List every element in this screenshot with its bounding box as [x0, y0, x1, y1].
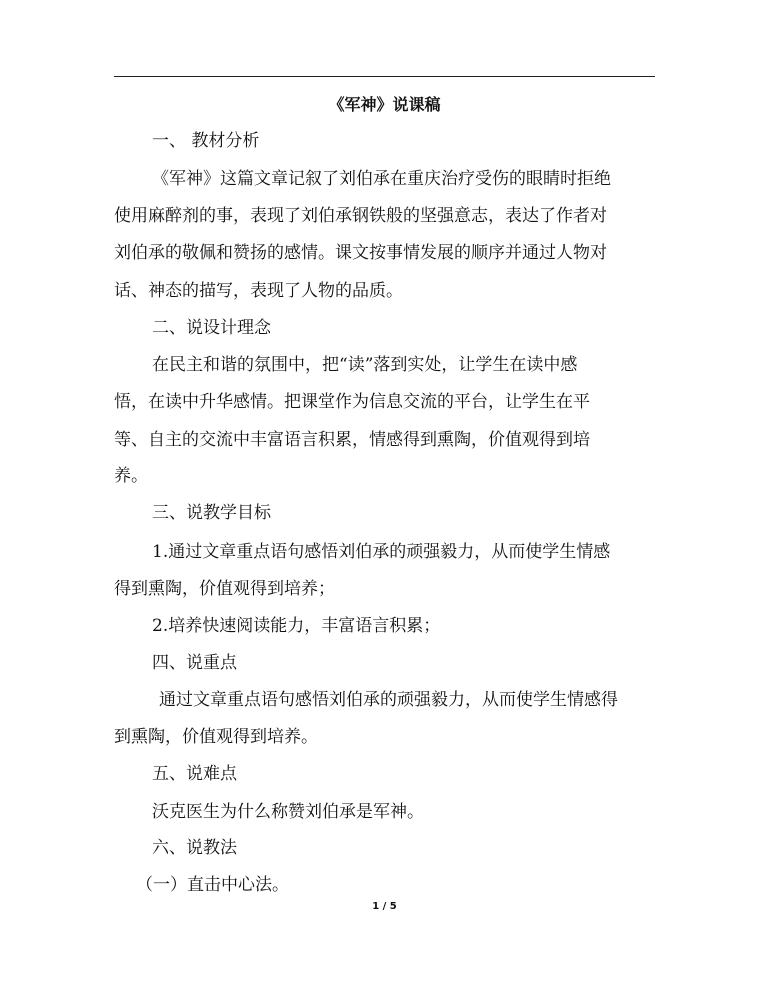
paragraph-line: （一）直击中心法。 — [136, 875, 289, 895]
section-heading-6: 六、说教法 — [152, 838, 237, 858]
header-rule — [114, 76, 655, 77]
document-title: 《军神》说课稿 — [328, 95, 441, 114]
paragraph-line: 话、神态的描写，表现了人物的品质。 — [114, 281, 403, 301]
section-heading-3: 三、说教学目标 — [152, 503, 271, 523]
paragraph-line: 通过文章重点语句感悟刘伯承的顽强毅力，从而使学生情感得 — [159, 690, 618, 710]
page-number: 1 / 5 — [372, 901, 397, 912]
paragraph-line: 在民主和谐的氛围中，把“读”落到实处，让学生在读中感 — [152, 355, 578, 375]
paragraph-line: 等、自主的交流中丰富语言积累，情感得到熏陶，价值观得到培 — [114, 430, 590, 450]
paragraph-line: 1.通过文章重点语句感悟刘伯承的顽强毅力，从而使学生情感 — [152, 542, 611, 562]
paragraph-line: 养。 — [114, 466, 148, 486]
section-heading-1: 一、 教材分析 — [152, 131, 260, 151]
paragraph-line: 使用麻醉剂的事，表现了刘伯承钢铁般的坚强意志，表达了作者对 — [114, 206, 607, 226]
section-heading-2: 二、说设计理念 — [152, 318, 271, 338]
paragraph-line: 到熏陶，价值观得到培养。 — [114, 727, 318, 747]
paragraph-line: 得到熏陶，价值观得到培养； — [114, 579, 335, 599]
paragraph-line: 《军神》这篇文章记叙了刘伯承在重庆治疗受伤的眼睛时拒绝 — [152, 169, 611, 189]
section-heading-5: 五、说难点 — [152, 764, 237, 784]
paragraph-line: 刘伯承的敬佩和赞扬的感情。课文按事情发展的顺序并通过人物对 — [114, 243, 607, 263]
section-heading-4: 四、说重点 — [152, 653, 237, 673]
paragraph-line: 沃克医生为什么称赞刘伯承是军神。 — [152, 802, 424, 822]
paragraph-line: 悟，在读中升华感情。把课堂作为信息交流的平台，让学生在平 — [114, 392, 590, 412]
paragraph-line: 2.培养快速阅读能力，丰富语言积累； — [152, 616, 441, 636]
